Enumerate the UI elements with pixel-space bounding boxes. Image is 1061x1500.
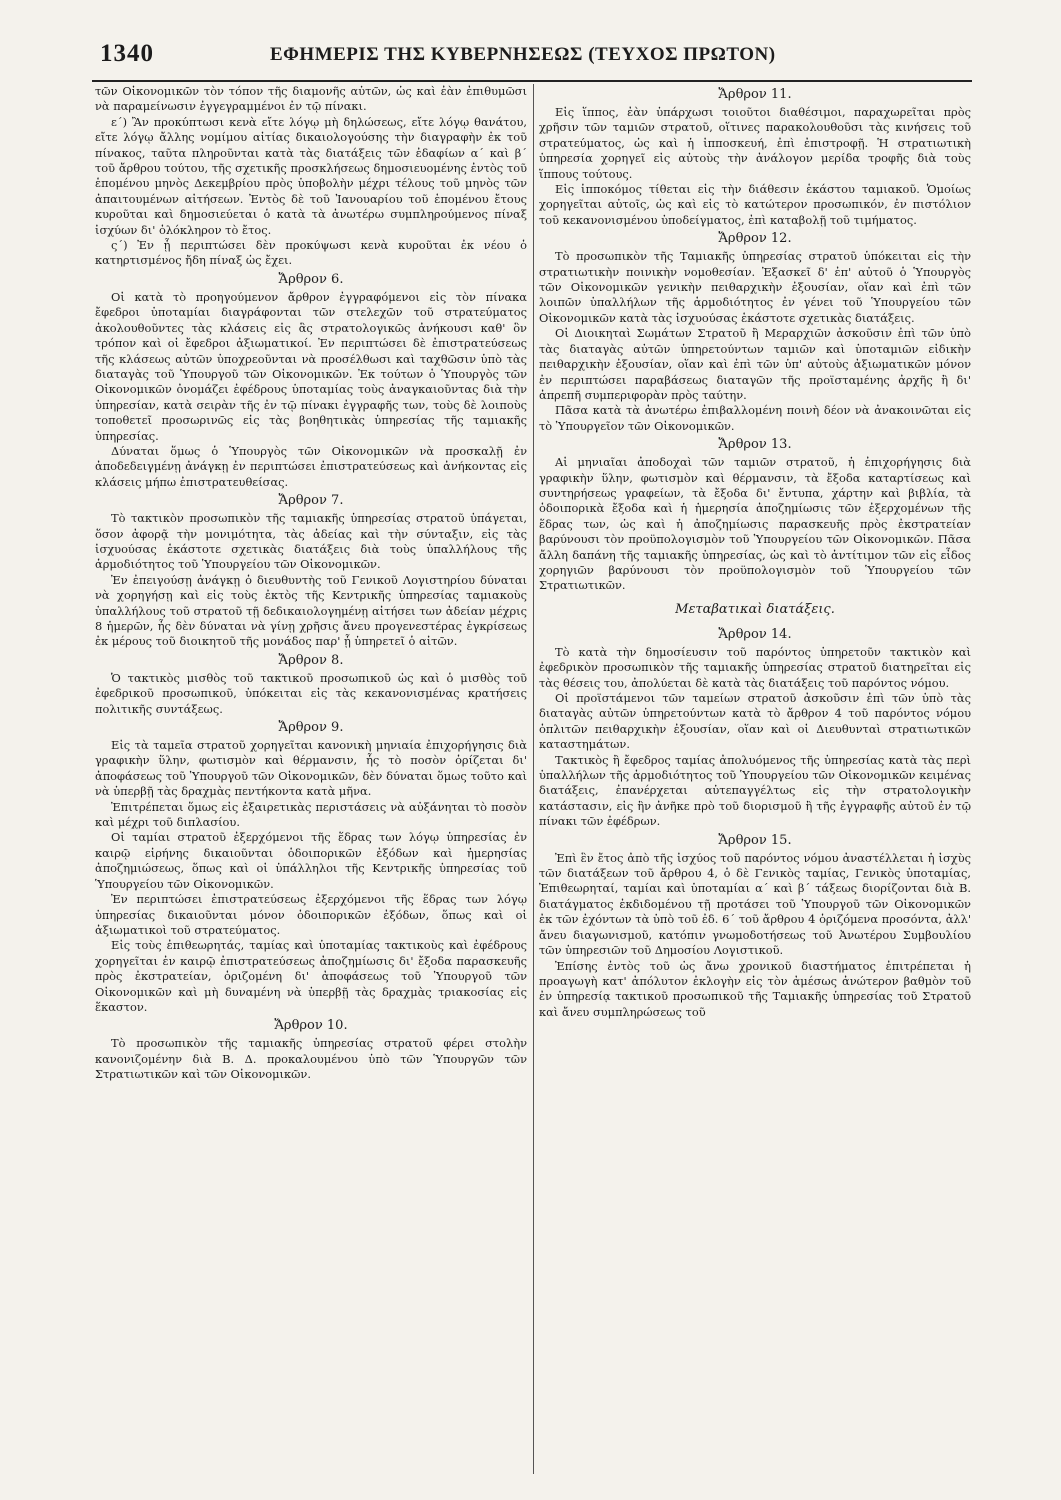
paragraph: Τὸ κατὰ τὴν δημοσίευσιν τοῦ παρόντος ὑπηρετοῦν τακτικὸν καὶ ἐφεδρικὸν προσωπικὸν τῆς ταμιακῆς ὑπηρεσίας στρατοῦ διατηρεῖται εἰς τὰς θέσεις του, ἀπολύεται δὲ κατὰ τὰς διατάξεις τοῦ παρόντος νόμου. [539,644,971,690]
paragraph: Αἱ μηνιαῖαι ἀποδοχαὶ τῶν ταμιῶν στρατοῦ, ἡ ἐπιχορήγησις διὰ γραφικὴν ὕλην, φωτισμὸν καὶ θέρμανσιν, τὰ ἔξοδα καταρτίσεως καὶ συντηρήσεως γραφείων, τὰ ἔξοδα δι' ἔντυπα, χάρτην καὶ βιβλία, τὰ ὁδοιπορικὰ ἔξοδα καὶ ἡ ἡμερησία ἀποζημίωσις τῶν ἐξερχομένων τῆς ἕδρας των, ὡς καὶ ἡ ἀποζημίωσις παρασκευῆς πρὸς ἐκστρατείαν βαρύνουσι τὸν προϋπολογισμὸν τοῦ Ὑπουργείου τῶν Οἰκονομικῶν. Πᾶσα ἄλλη δαπάνη τῆς ταμιακῆς ὑπηρεσίας, ὡς καὶ τὸ ἀντίτιμον τῶν εἰς εἶδος χορηγιῶν βαρύνουσι τὸν προϋπολογισμὸν τοῦ Ὑπουργείου τῶν Στρατιωτικῶν. [539,455,971,593]
paragraph: ε΄) Ἂν προκύπτωσι κενὰ εἴτε λόγῳ μὴ δηλώσεως, εἴτε λόγῳ θανάτου, εἴτε λόγῳ ἄλλης νομίμου αἰτίας δικαιολογούσης τὴν διαγραφὴν ἐκ τοῦ πίνακος, ταῦτα πληροῦνται κατὰ τὰς διατάξεις τῶν ἐδαφίων α΄ καὶ β΄ τοῦ ἄρθρου τούτου, τῆς σχετικῆς προσκλήσεως δημοσιευομένης ἐντὸς τοῦ ἑπομένου μηνὸς Δεκεμβρίου πρὸς ὑποβολὴν μέχρι τέλους τοῦ μηνὸς τῶν ἀπαιτουμένων αἰτήσεων. Ἐντὸς δὲ τοῦ Ἰανουαρίου τοῦ ἑπομένου ἔτους κυροῦται καὶ δημοσιεύεται ὁ κατὰ τὰ ἀνωτέρω συμπληρούμενος πίναξ ἰσχύων δι' ὁλόκληρον τὸ ἔτος. [95,114,527,237]
header-rule [92,80,972,82]
paragraph: Εἰς ἵππος, ἐὰν ὑπάρχωσι τοιοῦτοι διαθέσιμοι, παραχωρεῖται πρὸς χρῆσιν τῶν ταμιῶν στρατοῦ, οἵτινες παρακολουθοῦσι τὰς κινήσεις τοῦ στρατεύματος, ὡς καὶ ἡ ἱπποσκευή, ἐπὶ ἐπιστροφῇ. Ἡ στρατιωτικὴ ὑπηρεσία χορηγεῖ εἰς αὐτοὺς τὴν ἀνάλογον μερίδα τροφῆς διὰ τοὺς ἵππους τούτους. [539,105,971,181]
article-heading: Ἄρθρον 10. [274,1018,348,1034]
paragraph: Εἰς τοὺς ἐπιθεωρητάς, ταμίας καὶ ὑποταμίας τακτικοὺς καὶ ἐφέδρους χορηγεῖται ἐν καιρῷ ἐπιστρατεύσεως ἀποζημίωσις δι' ἔξοδα παρασκευῆς πρὸς ἐκστρατείαν, ὁριζομένη δι' ἀποφάσεως τοῦ Ὑπουργοῦ τῶν Οἰκονομικῶν καὶ μὴ δυναμένη νὰ ὑπερβῇ τὰς δραχμὰς τριακοσίας εἰς ἕκαστον. [95,938,527,1014]
left-column [95,84,527,1484]
paragraph: Εἰς ἱπποκόμος τίθεται εἰς τὴν διάθεσιν ἑκάστου ταμιακοῦ. Ὁμοίως χορηγεῖται αὐτοῖς, ὡς καὶ εἰς τὸ κατώτερον προσωπικόν, ἐν πιστόλιον τοῦ κεκανονισμένου ὑποδείγματος, ἐπὶ καταβολῇ τοῦ τιμήματος. [539,182,971,227]
paragraph: Ἐπὶ ἓν ἔτος ἀπὸ τῆς ἰσχύος τοῦ παρόντος νόμου ἀναστέλλεται ἡ ἰσχὺς τῶν διατάξεων τοῦ ἄρθρου 4, ὁ δὲ Γενικὸς ταμίας, Γενικὸς ὑποταμίας, Ἐπιθεωρηταί, ταμίαι καὶ ὑποταμίαι α΄ καὶ β΄ τάξεως διορίζονται διὰ Β. διατάγματος ἐκδιδομένου τῇ προτάσει τοῦ Ὑπουργοῦ τῶν Οἰκονομικῶν ἐκ τῶν ἐχόντων τὰ ὑπὸ τοῦ ἐδ. 6΄ τοῦ ἄρθρου 4 ὁριζόμενα προσόντα, ἀλλ' ἄνευ διαγωνισμοῦ, κατόπιν γνωμοδοτήσεως τοῦ Ἀνωτέρου Συμβουλίου τῶν ὑπηρεσιῶν τοῦ Δημοσίου Λογιστικοῦ. [539,850,971,958]
paragraph: Εἰς τὰ ταμεῖα στρατοῦ χορηγεῖται κανονικὴ μηνιαία ἐπιχορήγησις διὰ γραφικὴν ὕλην, φωτισμὸν καὶ θέρμανσιν, ἧς τὸ ποσὸν ὁρίζεται δι' ἀποφάσεως τοῦ Ὑπουργοῦ τῶν Οἰκονομικῶν, δὲν δύναται ὅμως τοῦτο καὶ νὰ ὑπερβῇ τὰς δραχμὰς πεντήκοντα κατὰ μῆνα. [95,738,527,799]
paragraph: Ἐπίσης ἐντὸς τοῦ ὡς ἄνω χρονικοῦ διαστήματος ἐπιτρέπεται ἡ προαγωγὴ κατ' ἀπόλυτον ἐκλογὴν εἰς τὸν ἀμέσως ἀνώτερον βαθμὸν τοῦ ἐν ὑπηρεσίᾳ τακτικοῦ προσωπικοῦ τῆς Ταμιακῆς ὑπηρεσίας τοῦ Στρατοῦ καὶ ἄνευ συμπληρώσεως τοῦ [539,958,971,1019]
paragraph: Ἐν ἐπειγούσῃ ἀνάγκῃ ὁ διευθυντὴς τοῦ Γενικοῦ Λογιστηρίου δύναται νὰ χορηγήσῃ καὶ εἰς τοὺς ἐκτὸς τῆς Κεντρικῆς ὑπηρεσίας ταμιακοὺς ὑπαλλήλους τοῦ στρατοῦ τῇ δεδικαιολογημένῃ αἰτήσει των ἀδείαν μέχρις 8 ἡμερῶν, ἧς δὲν δύναται νὰ γίνῃ χρῆσις ἄνευ προγενεστέρας ἐγκρίσεως ἐκ μέρους τοῦ διοικητοῦ τῆς μονάδος παρ' ᾗ ὑπηρετεῖ ὁ αἰτῶν. [95,572,527,649]
article-heading: Ἄρθρον 14. [718,626,792,642]
intro-continuation [95,84,527,269]
page-header [92,32,972,76]
section-title: Μεταβατικαὶ διατάξεις. [675,601,835,617]
column-divider [533,84,534,1474]
paragraph: Οἱ κατὰ τὸ προηγούμενον ἄρθρον ἐγγραφόμενοι εἰς τὸν πίνακα ἔφεδροι ὑποταμίαι διαγράφονται τῶν στελεχῶν τοῦ στρατεύματος ἀκολουθοῦντες τὰς κλάσεις εἰς ἃς στρατολογικῶς ἀνήκουσι καθ' ὃν τρόπον καὶ οἱ ἔφεδροι ἀξιωματικοί. Ἐν περιπτώσει δὲ ἐπιστρατεύσεως τῆς κλάσεως αὐτῶν ὑποχρεοῦνται νὰ προσέλθωσι καὶ ταχθῶσιν ὑπὸ τὰς διαταγὰς τοῦ Ὑπουργοῦ τῶν Οἰκονομικῶν. Ἐκ τούτων ὁ Ὑπουργὸς τῶν Οἰκονομικῶν ὀνομάζει ἐφέδρους ὑποταμίας τοὺς ἀναγκαιοῦντας διὰ τὴν ὑπηρεσίαν, κατὰ σειρὰν τῆς ἐν τῷ πίνακι ἐγγραφῆς των, τοὺς δὲ λοιποὺς τοποθετεῖ προσωρινῶς εἰς τὰς βοηθητικὰς ὑπηρεσίας τῆς ταμιακῆς ὑπηρεσίας. [95,289,527,443]
article-heading: Ἄρθρον 12. [718,231,792,247]
paragraph: Τὸ προσωπικὸν τῆς Ταμιακῆς ὑπηρεσίας στρατοῦ ὑπόκειται εἰς τὴν στρατιωτικὴν ποινικὴν νομοθεσίαν. Ἐξασκεῖ δ' ἐπ' αὐτοῦ ὁ Ὑπουργὸς τῶν Οἰκονομικῶν γενικὴν πειθαρχικὴν ἐξουσίαν, οἵαν καὶ ἐπὶ τῶν λοιπῶν ὑπαλλήλων τῆς ἁρμοδιότητος ἐν γένει τοῦ Ὑπουργείου τῶν Οἰκονομικῶν κατὰ τὰς ἰσχυούσας ἑκάστοτε σχετικὰς διατάξεις. [539,249,971,325]
paragraph: Ὁ τακτικὸς μισθὸς τοῦ τακτικοῦ προσωπικοῦ ὡς καὶ ὁ μισθὸς τοῦ ἐφεδρικοῦ προσωπικοῦ, ὑπόκειται εἰς τὰς κεκανονισμένας κρατήσεις πολιτικῆς συντάξεως. [95,670,527,716]
paragraph: Οἱ Διοικηταὶ Σωμάτων Στρατοῦ ἢ Μεραρχιῶν ἀσκοῦσιν ἐπὶ τῶν ὑπὸ τὰς διαταγὰς αὐτῶν ὑπηρετούντων ταμιῶν καὶ ὑποταμιῶν εἰδικὴν πειθαρχικὴν ἐξουσίαν, οἵαν καὶ ἐπὶ τῶν ὑπ' αὐτοὺς ἀξιωματικῶν μόνον ἐν περιπτώσει παραβάσεως διαταγῶν τῆς προϊσταμένης ἀρχῆς ἢ δι' ἀπρεπῆ συμπεριφορὰν πρὸς ταύτην. [539,326,971,402]
article-9 [95,719,527,1015]
article-heading: Ἄρθρον 11. [718,87,792,102]
article-heading: Ἄρθρον 13. [718,437,792,453]
article-7 [95,492,527,650]
article-11 [539,86,971,228]
paragraph: Τὸ προσωπικὸν τῆς ταμιακῆς ὑπηρεσίας στρατοῦ φέρει στολὴν κανονιζομένην διὰ Β. Δ. προκαλουμένου ὑπὸ τῶν Ὑπουργῶν τῶν Στρατιωτικῶν καὶ τῶν Οἰκονομικῶν. [95,1036,527,1082]
article-heading: Ἄρθρον 15. [718,832,792,848]
article-14 [539,626,971,830]
article-heading: Ἄρθρον 6. [278,271,344,287]
article-heading: Ἄρθρον 7. [278,493,344,509]
right-column [539,84,971,1484]
article-12 [539,230,971,434]
paragraph: Τὸ τακτικὸν προσωπικὸν τῆς ταμιακῆς ὑπηρεσίας στρατοῦ ὑπάγεται, ὅσον ἀφορᾷ τὴν μονιμότητα, τὰς ἀδείας καὶ τὴν σύνταξιν, εἰς τὰς ἰσχυούσας ἑκάστοτε σχετικὰς διατάξεις διὰ τοὺς ὑπαλλήλους τῆς ἁρμοδιότητος τοῦ Ὑπουργείου τῶν Οἰκονομικῶν. [95,511,527,572]
running-title: ΕΦΗΜΕΡΙΣ ΤΗΣ ΚΥΒΕΡΝΗΣΕΩΣ (ΤΕΥΧΟΣ ΠΡΩΤΟΝ) [270,44,776,65]
paragraph: Ἐπιτρέπεται ὅμως εἰς ἐξαιρετικὰς περιστάσεις νὰ αὐξάνηται τὸ ποσὸν καὶ μέχρι τοῦ διπλασίου. [95,799,527,830]
article-10 [95,1017,527,1082]
article-6 [95,271,527,490]
paragraph: Ἐν περιπτώσει ἐπιστρατεύσεως ἐξερχόμενοι τῆς ἕδρας των λόγῳ ὑπηρεσίας δικαιοῦνται μόνον ὁδοιπορικῶν ἐξόδων, ὅπως καὶ οἱ ἀξιωματικοὶ τοῦ στρατεύματος. [95,892,527,937]
paragraph: Οἱ ταμίαι στρατοῦ ἐξερχόμενοι τῆς ἕδρας των λόγῳ ὑπηρεσίας ἐν καιρῷ εἰρήνης δικαιοῦνται ὁδοιπορικῶν ἐξόδων καὶ ἡμερησίας ἀποζημιώσεως, ὅπως καὶ οἱ ὑπάλληλοι τῆς Κεντρικῆς ὑπηρεσίας τοῦ Ὑπουργείου τῶν Οἰκονομικῶν. [95,830,527,891]
paragraph: Οἱ προϊστάμενοι τῶν ταμείων στρατοῦ ἀσκοῦσιν ἐπὶ τῶν ὑπὸ τὰς διαταγὰς αὐτῶν ὑπηρετούντων κατὰ τὸ ἄρθρον 4 τοῦ παρόντος νόμου ὁπλιτῶν πειθαρχικὴν ἐξουσίαν, οἵαν καὶ οἱ Διευθυνταὶ στρατιωτικῶν καταστημάτων. [539,691,971,752]
page-number: 1340 [100,40,154,67]
paragraph: Δύναται ὅμως ὁ Ὑπουργὸς τῶν Οἰκονομικῶν νὰ προσκαλῇ ἐν ἀποδεδειγμένῃ ἀνάγκῃ ἐν περιπτώσει ἐπιστρατεύσεως καὶ ἀνήκοντας εἰς κλάσεις μήπω ἐπιστρατευθείσας. [95,443,527,489]
paragraph: Πᾶσα κατὰ τὰ ἀνωτέρω ἐπιβαλλομένη ποινὴ δέον νὰ ἀνακοινῶται εἰς τὸ Ὑπουργεῖον τῶν Οἰκονομικῶν. [539,403,971,433]
article-13 [539,436,971,594]
paragraph: τῶν Οἰκονομικῶν τὸν τόπον τῆς διαμονῆς αὐτῶν, ὡς καὶ ἐὰν ἐπιθυμῶσι νὰ παραμείνωσιν ἐγγεγραμμένοι ἐν τῷ πίνακι. [95,84,527,114]
paragraph: Τακτικὸς ἢ ἔφεδρος ταμίας ἀπολυόμενος τῆς ὑπηρεσίας κατὰ τὰς περὶ ὑπαλλήλων τῆς ἁρμοδιότητος τοῦ Ὑπουργείου τῶν Οἰκονομικῶν κειμένας διατάξεις, ἐπανέρχεται αὐτεπαγγέλτως εἰς τὴν στρατολογικὴν κατάστασιν, εἰς ἣν ἀνῆκε πρὸ τοῦ διορισμοῦ ἢ τῆς ἐγγραφῆς αὐτοῦ ἐν τῷ πίνακι τῶν ἐφέδρων. [539,752,971,829]
article-15 [539,832,971,1020]
article-8 [95,652,527,717]
article-heading: Ἄρθρον 9. [278,720,344,736]
article-heading: Ἄρθρον 8. [278,652,344,668]
paragraph: ς΄) Ἐν ᾗ περιπτώσει δὲν προκύψωσι κενὰ κυροῦται ἐκ νέου ὁ κατηρτισμένος ἤδη πίναξ ὡς ἔχει. [95,238,527,268]
